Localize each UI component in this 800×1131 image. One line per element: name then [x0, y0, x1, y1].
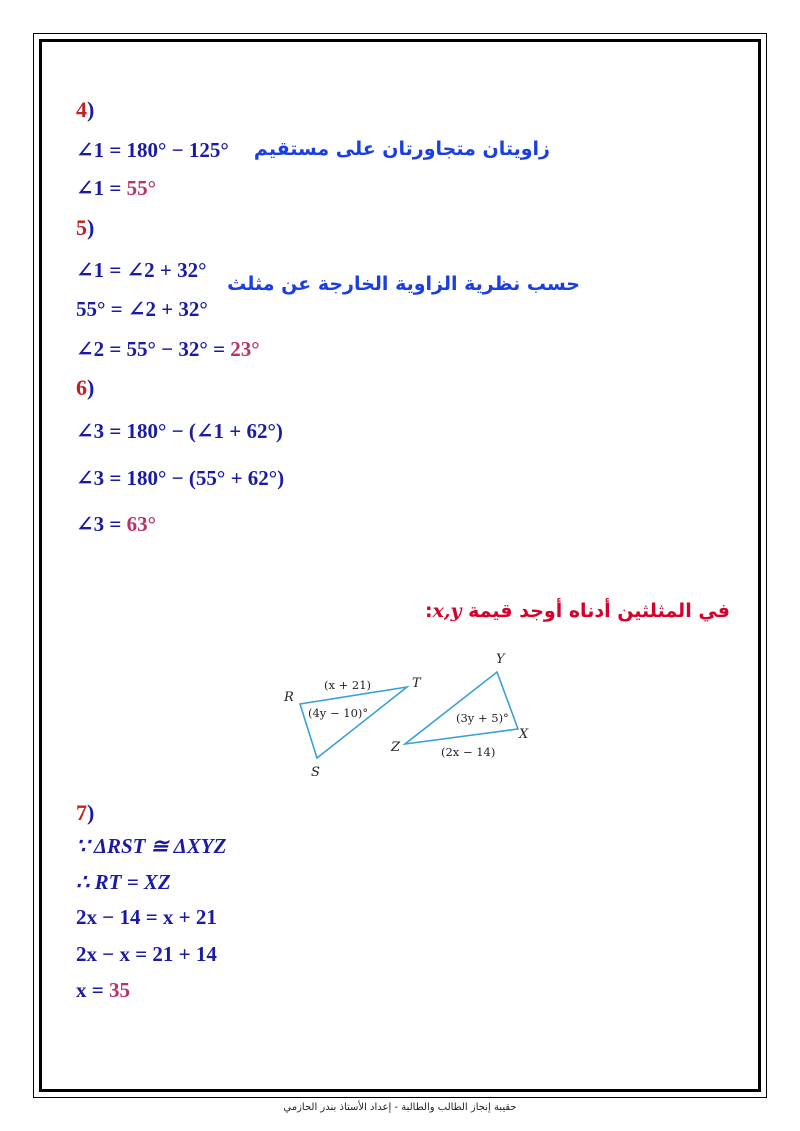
label-t: T [412, 676, 421, 691]
page-footer: حقيبة إنجاز الطالب والطالبة - إعداد الأستاذ بندر الحازمي [283, 1102, 517, 1113]
q6-line-3: ∠3 = 63° [76, 512, 156, 536]
q7-number: 7) [76, 800, 95, 825]
q7-line-1: ∵ ΔRST ≅ ΔXYZ [76, 834, 227, 858]
q5-line-1: ∠1 = ∠2 + 32° [76, 258, 207, 282]
label-x: X [519, 727, 529, 742]
q4-line-1: ∠1 = 180° − 125° [76, 138, 229, 162]
q6-number: 6) [76, 375, 95, 400]
q4-line-2: ∠1 = 55° [76, 176, 156, 200]
label-z: Z [391, 740, 401, 755]
label-r: R [284, 690, 294, 705]
label-rt-length: (x + 21) [324, 678, 372, 692]
label-s: S [311, 765, 320, 780]
label-zx-length: (2x − 14) [441, 745, 496, 759]
q5-note: حسب نظرية الزاوية الخارجة عن مثلث [227, 273, 580, 295]
q5-line-3: ∠2 = 55° − 32° = 23° [76, 337, 260, 361]
q6-line-1: ∠3 = 180° − (∠1 + 62°) [76, 419, 283, 443]
triangles-prompt: في المثلثين أدناه أوجد قيمة x,y: [424, 600, 730, 622]
triangle-xyz [405, 672, 518, 744]
q5-line-2: 55° = ∠2 + 32° [76, 297, 208, 321]
q7-line-4: 2x − x = 21 + 14 [76, 942, 217, 966]
label-y: Y [496, 652, 505, 667]
q7-line-2: ∴ RT = XZ [76, 870, 171, 894]
q5-number: 5) [76, 215, 95, 240]
q4-note: زاويتان متجاورتان على مستقيم [253, 138, 550, 160]
label-angle-r: (4y − 10)° [308, 706, 369, 720]
q7-line-5: x = 35 [76, 978, 130, 1002]
q7-line-3: 2x − 14 = x + 21 [76, 905, 217, 929]
q4-number: 4) [76, 97, 95, 122]
q6-line-2: ∠3 = 180° − (55° + 62°) [76, 466, 285, 490]
label-angle-x: (3y + 5)° [456, 711, 509, 725]
